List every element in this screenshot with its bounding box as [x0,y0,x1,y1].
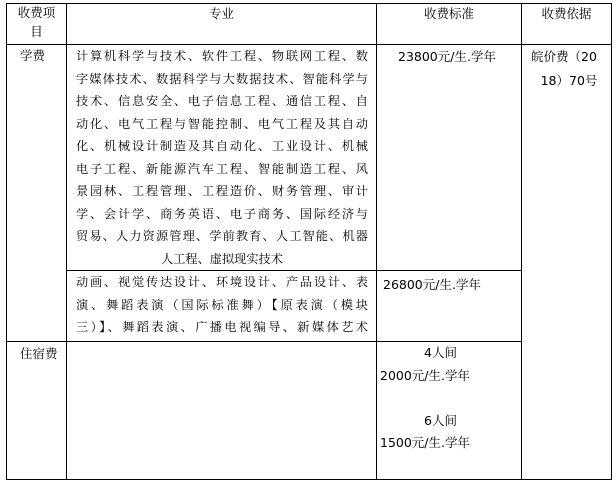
header-standard: 收费标准 [423,6,474,21]
header-item-line2: 目 [30,24,43,39]
major-line: 动画、视觉传达设计、环境设计、产品设计、表 [76,275,368,289]
price-6-person: 1500元/生.学年 [380,435,470,450]
major-line: 动化、电气工程与智能控制、电气工程及其自动 [76,116,368,131]
major-line: 贸易、人力资源管理、学前教育、人工智能、机器 [76,229,368,243]
col-divider-2 [376,3,377,480]
header-basis: 收费依据 [541,6,592,21]
major-line: 字媒体技术、数据科学与大数据技术、智能科学与 [76,71,368,86]
col-divider-1 [66,3,67,480]
major-line: 演、舞蹈表演（国际标准舞）【原表演（模块 [76,297,368,312]
major-line: 化、机械设计制造及其自动化、工业设计、机械 [76,139,368,153]
tuition-standard-1: 23800元/生.学年 [398,49,496,64]
price-4-person: 2000元/生.学年 [380,367,470,383]
major-line: 学、会计学、商务英语、电子商务、国际经济与 [76,206,368,221]
accommodation-standard [380,342,520,455]
col-divider-3 [521,3,522,480]
table-border-right [611,3,612,480]
room-type-6: 6人间 [424,412,457,428]
tuition-major-list-1 [76,45,368,270]
room-type-4: 4人间 [424,345,457,360]
header-major: 专业 [208,6,234,21]
table-border-left [6,3,7,480]
major-line: 计算机科学与技术、软件工程、物联网工程、数 [76,49,368,63]
accommodation-item-label: 住宿费 [20,346,58,361]
header-item-line1: 收费项 [17,5,56,20]
header-item [7,3,66,41]
basis-line2: 18）70号 [540,73,598,88]
tuition-basis [531,45,607,93]
tuition-standard-2: 26800元/生.学年 [383,277,481,292]
major-line: 人工程、虚拟现实技术 [161,251,283,266]
tuition-item-label: 学费 [20,48,46,63]
spacer-line [380,387,520,410]
major-line: 电子工程、新能源汽车工程、智能制造工程、风 [76,161,368,176]
tuition-major-list-2 [76,271,368,339]
major-line: 技术、信息安全、电子信息工程、通信工程、自 [76,94,368,108]
basis-line1: 皖价费（20 [531,49,597,64]
major-line: 景园林、工程管理、工程造价、财务管理、审计 [76,184,368,198]
major-line: 三）】、舞蹈表演、广播电视编导、新媒体艺术 [76,320,368,334]
